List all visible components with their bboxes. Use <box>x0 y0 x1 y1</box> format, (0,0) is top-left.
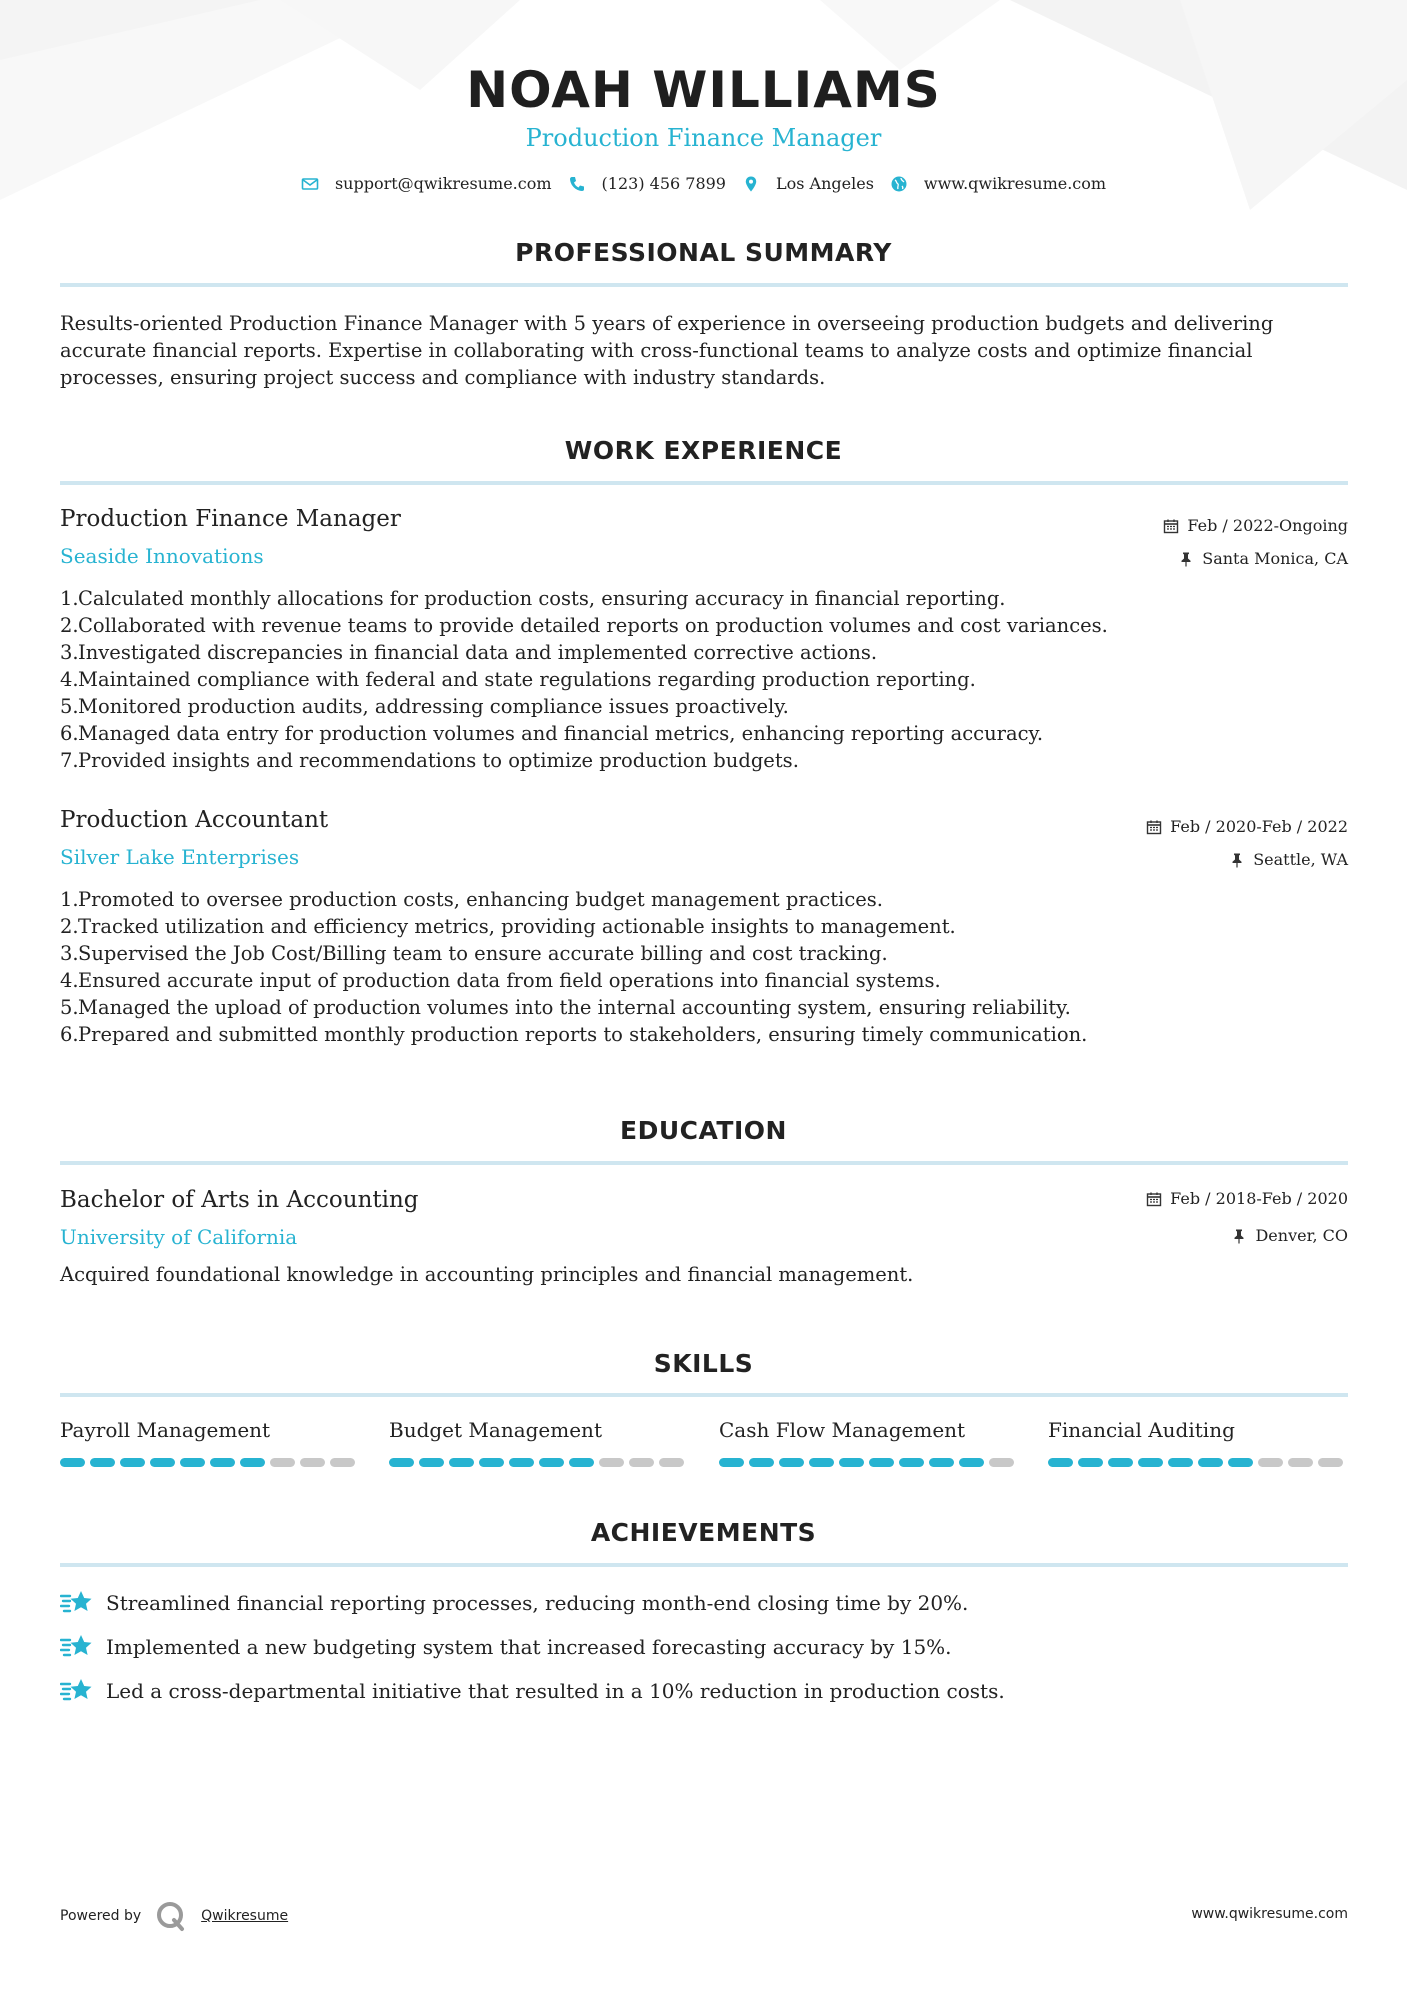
skill-segment-empty <box>300 1458 325 1467</box>
achievement-text: Streamlined financial reporting processes, reducing month-end closing time by 20%. <box>106 1591 969 1615</box>
job-location-text: Seattle, WA <box>1253 850 1348 869</box>
achievement-text: Implemented a new budgeting system that increased forecasting accuracy by 15%. <box>106 1635 952 1659</box>
skill-segment-filled <box>389 1458 414 1467</box>
powered-by-label: Powered by <box>60 1908 142 1924</box>
phone-icon <box>568 175 586 193</box>
skill-segment-filled <box>1078 1458 1103 1467</box>
job-title: Production Finance Manager <box>60 506 401 532</box>
skill-segment-empty <box>270 1458 295 1467</box>
skill-segment-filled <box>419 1458 444 1467</box>
job-dates-text: Feb / 2022-Ongoing <box>1187 516 1348 535</box>
skill-segment-empty <box>330 1458 355 1467</box>
skill-segment-filled <box>779 1458 804 1467</box>
skill-segment-filled <box>449 1458 474 1467</box>
skill-item <box>389 1418 689 1467</box>
skill-level-bar <box>719 1458 1019 1467</box>
star-award-icon <box>60 1588 94 1618</box>
pushpin-icon <box>1229 852 1245 868</box>
contact-website[interactable] <box>890 174 1106 193</box>
skill-segment-empty <box>1288 1458 1313 1467</box>
skill-segment-filled <box>1198 1458 1223 1467</box>
achievement-item <box>60 1588 968 1618</box>
list-item: 7. Provided insights and recommendations to optimize production budgets. <box>60 749 799 772</box>
skill-item <box>719 1418 1019 1467</box>
job-location-text: Santa Monica, CA <box>1202 549 1348 568</box>
job-location <box>1178 549 1348 568</box>
calendar-icon <box>1146 1191 1162 1207</box>
list-item: 6. Prepared and submitted monthly production reports to stakeholders, ensuring timely communication. <box>60 1023 1088 1046</box>
contact-website-text: www.qwikresume.com <box>923 174 1107 193</box>
skill-item <box>60 1418 360 1467</box>
job-title: Production Accountant <box>60 807 329 833</box>
list-item: 3. Supervised the Job Cost/Billing team to ensure accurate billing and cost tracking. <box>60 942 888 965</box>
globe-icon <box>890 175 908 193</box>
resume-header <box>0 58 1407 193</box>
contact-phone[interactable] <box>568 174 726 193</box>
experience-heading: WORK EXPERIENCE <box>564 436 843 465</box>
list-item: 5. Managed the upload of production volumes into the internal accounting system, ensuring reliability. <box>60 996 1071 1019</box>
skill-segment-filled <box>1228 1458 1253 1467</box>
skill-segment-filled <box>1048 1458 1073 1467</box>
calendar-icon <box>1163 518 1179 534</box>
skill-segment-filled <box>839 1458 864 1467</box>
skills-rule <box>60 1393 1348 1397</box>
star-award-icon <box>60 1632 94 1662</box>
education-heading: EDUCATION <box>620 1116 787 1145</box>
skill-segment-filled <box>180 1458 205 1467</box>
skill-segment-filled <box>1108 1458 1133 1467</box>
skill-segment-filled <box>210 1458 235 1467</box>
skill-level-bar <box>389 1458 689 1467</box>
list-item: 1. Promoted to oversee production costs, enhancing budget management practices. <box>60 888 883 911</box>
qwikresume-logo-icon <box>155 1900 187 1932</box>
skill-segment-filled <box>929 1458 954 1467</box>
achievement-text: Led a cross-departmental initiative that resulted in a 10% reduction in production costs. <box>106 1679 1005 1703</box>
achievements-heading: ACHIEVEMENTS <box>590 1518 817 1547</box>
skill-segment-filled <box>869 1458 894 1467</box>
education-dates-text: Feb / 2018-Feb / 2020 <box>1170 1189 1348 1208</box>
education-dates <box>1146 1189 1348 1208</box>
summary-rule <box>60 283 1348 287</box>
education-location <box>1231 1226 1348 1245</box>
list-item: 3. Investigated discrepancies in financial data and implemented corrective actions. <box>60 641 878 664</box>
contact-location <box>742 174 874 193</box>
contact-email-text: support@qwikresume.com <box>334 174 552 193</box>
job-dates <box>1146 817 1348 836</box>
list-item: 4. Maintained compliance with federal and state regulations regarding production reporting. <box>60 668 976 691</box>
degree-title: Bachelor of Arts in Accounting <box>60 1187 419 1213</box>
skill-item <box>1048 1418 1348 1467</box>
education-description: Acquired foundational knowledge in accounting principles and financial management. <box>60 1263 914 1286</box>
list-item: 6. Managed data entry for production volumes and financial metrics, enhancing reporting accuracy. <box>60 722 1044 745</box>
skill-segment-filled <box>1168 1458 1193 1467</box>
list-item: 2. Collaborated with revenue teams to provide detailed reports on production volumes and cost variances. <box>60 614 1108 637</box>
skill-level-bar <box>1048 1458 1348 1467</box>
experience-rule <box>60 481 1348 485</box>
skill-segment-filled <box>150 1458 175 1467</box>
skill-level-bar <box>60 1458 360 1467</box>
contact-location-text: Los Angeles <box>775 174 874 193</box>
skill-segment-filled <box>809 1458 834 1467</box>
list-item: 4. Ensured accurate input of production data from field operations into financial systems. <box>60 969 941 992</box>
skill-segment-empty <box>599 1458 624 1467</box>
skill-segment-filled <box>240 1458 265 1467</box>
skill-name: Cash Flow Management <box>719 1418 966 1442</box>
skill-segment-filled <box>719 1458 744 1467</box>
candidate-name: NOAH WILLIAMS <box>466 61 941 119</box>
achievement-item <box>60 1632 952 1662</box>
skill-segment-filled <box>1138 1458 1163 1467</box>
job-bullets <box>60 585 1350 774</box>
skill-segment-empty <box>1258 1458 1283 1467</box>
school-name: University of California <box>60 1225 298 1249</box>
skill-segment-empty <box>1318 1458 1343 1467</box>
contact-email[interactable] <box>301 174 552 193</box>
job-company: Silver Lake Enterprises <box>60 845 300 869</box>
footer-powered-by <box>60 1900 288 1932</box>
education-rule <box>60 1161 1348 1165</box>
achievements-rule <box>60 1563 1348 1567</box>
skill-name: Budget Management <box>389 1418 602 1442</box>
contact-phone-text: (123) 456 7899 <box>601 174 726 193</box>
job-bullets <box>60 886 1350 1048</box>
job-dates-text: Feb / 2020-Feb / 2022 <box>1170 817 1348 836</box>
summary-heading: PROFESSIONAL SUMMARY <box>515 238 892 267</box>
skills-heading: SKILLS <box>653 1349 754 1378</box>
skill-segment-filled <box>959 1458 984 1467</box>
list-item: 5. Monitored production audits, addressing compliance issues proactively. <box>60 695 789 718</box>
candidate-title: Production Finance Manager <box>525 124 882 152</box>
skill-segment-empty <box>629 1458 654 1467</box>
list-item: 2. Tracked utilization and efficiency metrics, providing actionable insights to management. <box>60 915 956 938</box>
achievement-item <box>60 1676 1005 1706</box>
education-location-text: Denver, CO <box>1255 1226 1348 1245</box>
skill-segment-filled <box>569 1458 594 1467</box>
skill-segment-filled <box>539 1458 564 1467</box>
skill-name: Payroll Management <box>60 1418 271 1442</box>
star-award-icon <box>60 1676 94 1706</box>
pushpin-icon <box>1178 551 1194 567</box>
skill-segment-filled <box>509 1458 534 1467</box>
pushpin-icon <box>1231 1228 1247 1244</box>
envelope-icon <box>301 175 319 193</box>
skill-segment-filled <box>749 1458 774 1467</box>
skill-name: Financial Auditing <box>1048 1418 1235 1442</box>
skill-segment-empty <box>659 1458 684 1467</box>
skill-segment-filled <box>60 1458 85 1467</box>
skill-segment-filled <box>899 1458 924 1467</box>
map-pin-icon <box>742 175 760 193</box>
skill-segment-filled <box>120 1458 145 1467</box>
skill-segment-empty <box>989 1458 1014 1467</box>
skill-segment-filled <box>90 1458 115 1467</box>
contact-bar <box>0 174 1407 193</box>
job-location <box>1229 850 1348 869</box>
job-company: Seaside Innovations <box>60 544 264 568</box>
footer-website[interactable]: www.qwikresume.com <box>1191 1906 1348 1922</box>
job-dates <box>1163 516 1348 535</box>
summary-text: Results-oriented Production Finance Manager with 5 years of experience in overseeing production budgets and delivering accurate financial reports. Expertise in collaborating with cross-functional teams to analyze costs and optimize financial processes, ensuring project success and compliance with industry standards. <box>60 312 1274 389</box>
list-item: 1. Calculated monthly allocations for production costs, ensuring accuracy in financial reporting. <box>60 587 1006 610</box>
calendar-icon <box>1146 819 1162 835</box>
skill-segment-filled <box>479 1458 504 1467</box>
brand-link[interactable]: Qwikresume <box>201 1908 289 1924</box>
